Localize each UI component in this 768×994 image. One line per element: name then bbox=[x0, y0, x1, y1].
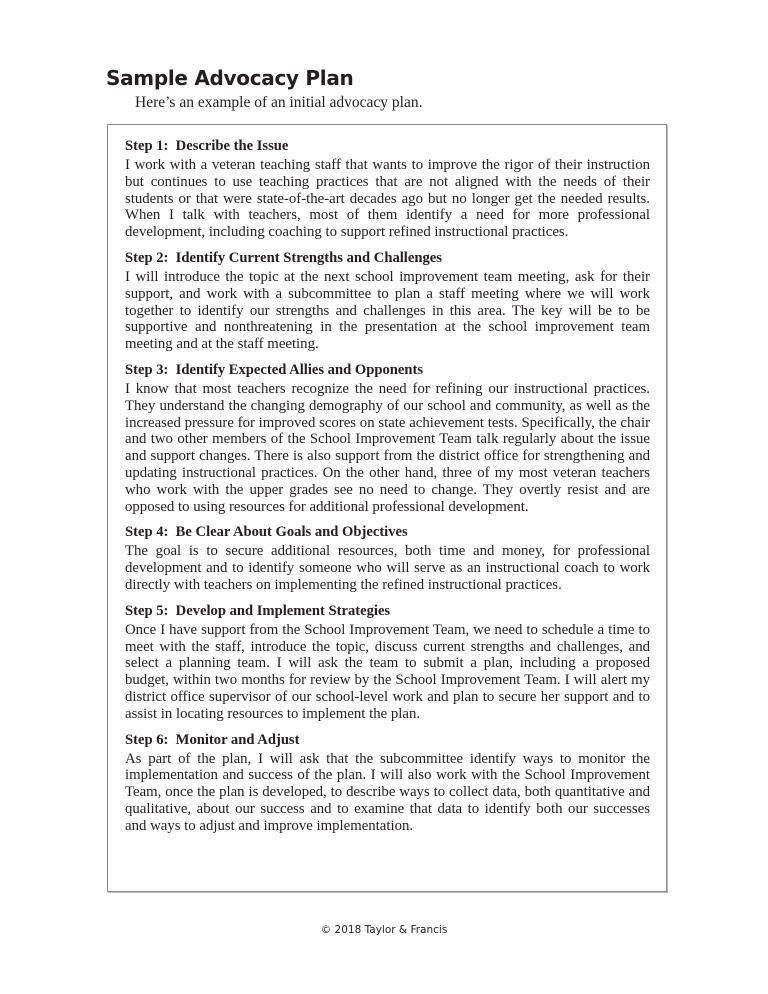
step-3 bbox=[125, 361, 650, 515]
step-heading: Step 1: Describe the Issue bbox=[125, 138, 289, 154]
step-heading: Step 6: Monitor and Adjust bbox=[125, 731, 300, 748]
step-1 bbox=[125, 137, 650, 241]
step-heading: Step 5: Develop and Implement Strategies bbox=[125, 602, 391, 619]
step-5 bbox=[125, 602, 650, 723]
intro-text: Here’s an example of an initial advocacy plan. bbox=[135, 94, 423, 111]
page-title: Sample Advocacy Plan bbox=[106, 66, 354, 90]
step-2 bbox=[125, 249, 650, 353]
step-heading: Step 3: Identify Expected Allies and Opponents bbox=[125, 361, 423, 378]
step-heading: Step 4: Be Clear About Goals and Objectives bbox=[125, 524, 408, 541]
step-body: As part of the plan, I will ask that the subcommittee identify ways to monitor the implementation and success of the plan. I will also work with the School Improvement Team, once the plan is developed, to describe ways to collect data, both quantitative and qualitative, about our success and to examine that data to identify both our successes and ways to adjust and improve implementation. bbox=[125, 750, 650, 834]
step-body: I work with a veteran teaching staff that wants to improve the rigor of their instruction but continues to use teaching practices that are not aligned with the needs of their students or that were state-of-the-art decades ago but no longer get the needed results. When I talk with teachers, most of them identify a need for more professional development, including coaching to support refined instructional practices. bbox=[125, 157, 650, 241]
step-body: I will introduce the topic at the next school improvement team meeting, ask for their support, and work with a subcommittee to plan a staff meeting where we will work together to identify our strengths and challenges in this area. The key will be to be supportive and nonthreatening in the presentation at the school improvement team meeting and at the staff meeting. bbox=[125, 268, 650, 353]
step-4 bbox=[125, 523, 650, 593]
copyright-footer: © 2018 Taylor & Francis bbox=[320, 924, 448, 936]
step-heading: Step 2: Identify Current Strengths and Challenges bbox=[125, 249, 442, 266]
step-body: The goal is to secure additional resources, both time and money, for professional development and to identify someone who will serve as an instructional coach to work directly with teachers on implementing the refined instructional practices. bbox=[125, 543, 650, 593]
step-body: I know that most teachers recognize the need for refining our instructional practices. They understand the changing demography of our school and community, as well as the increased pressure for improved scores on state achievement tests. Specifically, the chair and two other members of the School Improvement Team talk regularly about the issue and support changes. There is also support from the district office for strengthening and updating instructional practices. On the other hand, three of my most veteran teachers who work with the upper grades see no need to change. They overtly resist and are opposed to using resources for additional professional development. bbox=[125, 380, 650, 515]
steps-list bbox=[125, 137, 650, 843]
step-6 bbox=[125, 731, 650, 835]
step-body: Once I have support from the School Improvement Team, we need to schedule a time to meet with the staff, introduce the topic, discuss current strengths and challenges, and select a planning team. I will ask the team to submit a plan, including a proposed budget, within two months for review by the School Improvement Team. I will alert my district office supervisor of our school-level work and plan to secure her support and to assist in locating resources to implement the plan. bbox=[125, 621, 650, 722]
